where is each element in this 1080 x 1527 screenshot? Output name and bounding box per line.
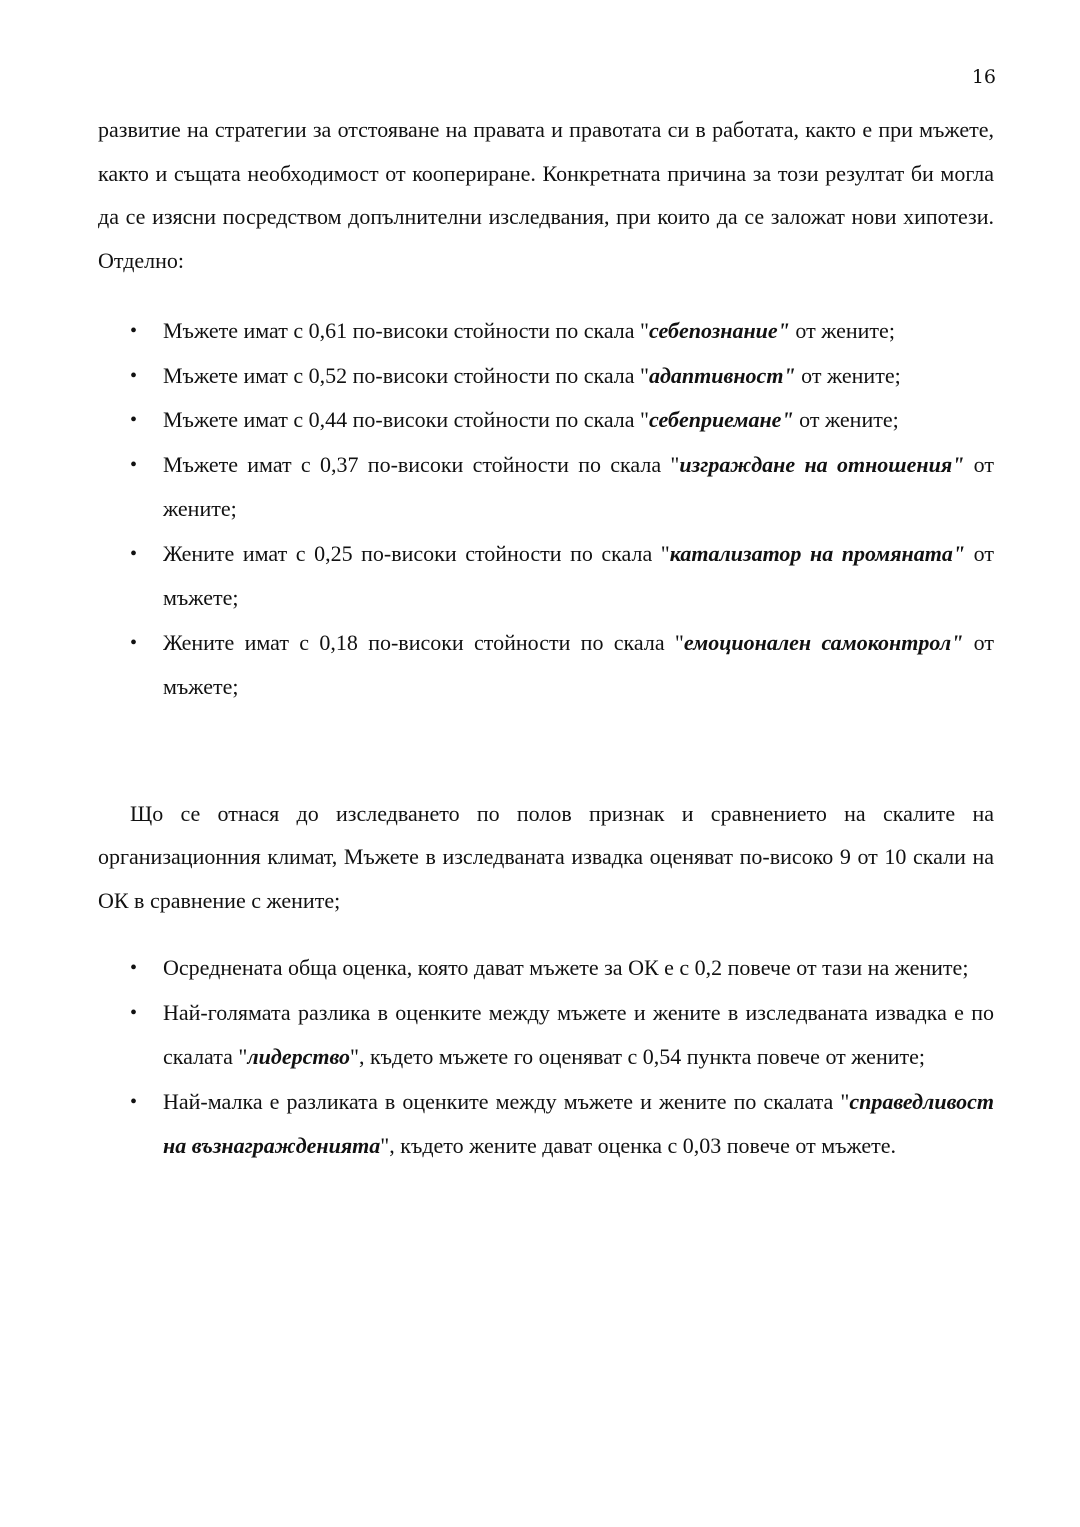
- list-item: • Мъжете имат с 0,44 по-високи стойности по скала "себеприемане" от жените;: [163, 398, 994, 443]
- scale-term: себепознание": [649, 318, 790, 343]
- list-item: • Мъжете имат с 0,37 по-високи стойности по скала "изграждане на отношения" от жените;: [163, 443, 994, 532]
- list-item: • Най-голямата разлика в оценките между мъжете и жените в изследваната извадка е по скалата "лидерство", където мъжете го оценяват с 0,54 пункта повече от жените;: [163, 991, 994, 1080]
- bullet-icon: •: [130, 957, 138, 979]
- list-item: • Осреднената обща оценка, която дават мъжете за ОК е с 0,2 повече от тази на жените;: [163, 946, 994, 991]
- scale-term: емоционален самоконтрол": [683, 629, 964, 655]
- bullet-icon: •: [130, 542, 138, 565]
- bullet-icon: •: [130, 1001, 138, 1024]
- bullet-icon: •: [130, 1090, 138, 1113]
- scale-term: лидерство: [247, 1044, 351, 1069]
- climate-findings-list: [98, 946, 994, 1169]
- document-body: [98, 108, 994, 1169]
- section-spacer: [98, 710, 994, 792]
- scale-term: изграждане на отношения": [679, 451, 965, 477]
- bullet-icon: •: [130, 409, 138, 431]
- list-item: • Жените имат с 0,25 по-високи стойности по скала "катализатор на промяната" от мъжете;: [163, 532, 994, 621]
- bullet-icon: •: [130, 631, 138, 654]
- intro-paragraph: развитие на стратегии за отстояване на правата и правотата си в работата, както е при мъжете, както и същата необходимост от коопериране. Конкретната причина за този резултат би могла да се изясни посредством допълнителни изследвания, при които да се заложат нови хипотези. Отделно:: [98, 117, 994, 273]
- bullet-icon: •: [130, 320, 138, 342]
- bullet-icon: •: [130, 364, 138, 387]
- scale-term: себеприемане": [649, 407, 794, 432]
- scale-term: адаптивност": [649, 362, 796, 388]
- scale-term: катализатор на промяната": [669, 540, 966, 566]
- scale-term: справедливост на възнагражденията: [163, 1088, 994, 1158]
- bullet-icon: •: [130, 453, 138, 476]
- list-item: • Жените имат с 0,18 по-високи стойности по скала "емоционален самоконтрол" от мъжете;: [163, 621, 994, 710]
- list-item: • Мъжете имат с 0,52 по-високи стойности по скала "адаптивност" от жените;: [163, 354, 994, 399]
- gender-scales-list: [98, 309, 994, 710]
- list-item: • Мъжете имат с 0,61 по-високи стойности по скала "себепознание" от жените;: [163, 309, 994, 354]
- climate-paragraph: Що се отнася до изследването по полов признак и сравнението на скалите на организационния климат, Мъжете в изследваната извадка оценяват по-високо 9 от 10 скали на ОК в сравнение с жените;: [98, 800, 994, 913]
- list-item: • Най-малка е разликата в оценките между мъжете и жените по скалата "справедливост на възнагражденията", където жените дават оценка с 0,03 повече от мъжете.: [163, 1080, 994, 1169]
- page-number: 16: [971, 66, 996, 88]
